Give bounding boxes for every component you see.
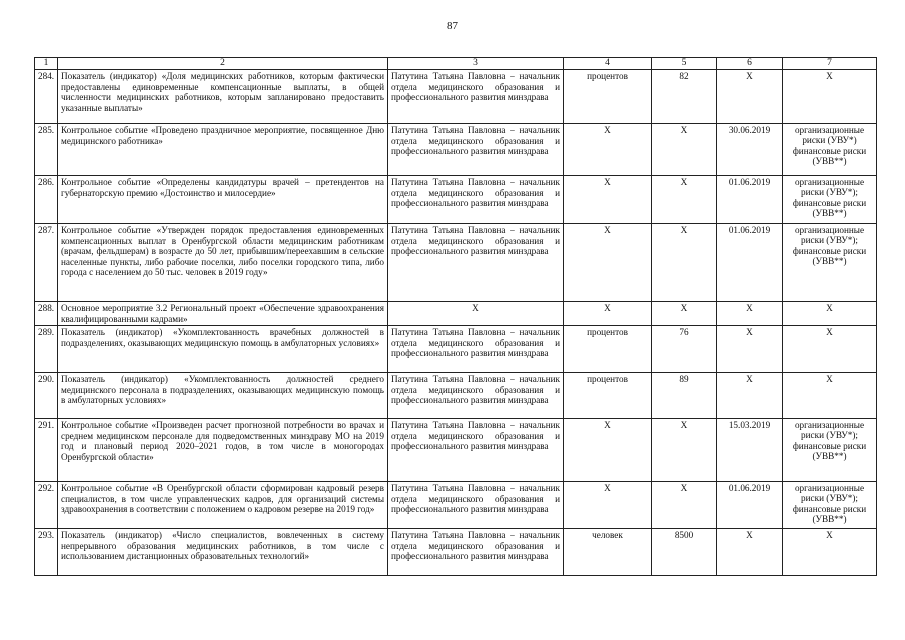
row-value: 89 <box>652 373 717 419</box>
row-description: Контрольное событие «Проведено праздничное мероприятие, посвященное Дню медицинского работника» <box>58 124 388 176</box>
row-date: 01.06.2019 <box>717 224 783 302</box>
row-value: X <box>652 224 717 302</box>
row-number: 285. <box>35 124 58 176</box>
row-number: 286. <box>35 176 58 224</box>
row-risks <box>783 326 877 373</box>
table-row <box>35 373 877 419</box>
row-unit: X <box>564 224 652 302</box>
row-number: 291. <box>35 419 58 482</box>
row-responsible: Патутина Татьяна Павловна – начальник отдела медицинского образования и профессионального развития минздрава <box>388 419 564 482</box>
row-value: X <box>652 419 717 482</box>
row-responsible: Патутина Татьяна Павловна – начальник отдела медицинского образования и профессионального развития минздрава <box>388 124 564 176</box>
header-cell: 1 <box>35 58 58 70</box>
row-responsible: Патутина Татьяна Павловна – начальник отдела медицинского образования и профессионального развития минздрава <box>388 529 564 576</box>
row-description: Контрольное событие «Определены кандидатуры врачей – претендентов на губернаторскую премию «Достоинство и милосердие» <box>58 176 388 224</box>
row-unit: X <box>564 176 652 224</box>
row-date: X <box>717 70 783 124</box>
risk-line: риски (УВУ*); <box>801 187 858 198</box>
row-date: 30.06.2019 <box>717 124 783 176</box>
header-cell: 5 <box>652 58 717 70</box>
row-risks <box>783 373 877 419</box>
row-unit: процентов <box>564 373 652 419</box>
risk-line: риски (УВУ*); <box>801 235 858 246</box>
row-risks <box>783 482 877 529</box>
row-responsible: Патутина Татьяна Павловна – начальник отдела медицинского образования и профессионального развития минздрава <box>388 70 564 124</box>
row-responsible: Патутина Татьяна Павловна – начальник отдела медицинского образования и профессионального развития минздрава <box>388 373 564 419</box>
header-cell: 7 <box>783 58 877 70</box>
risk-line: финансовые риски <box>792 245 867 256</box>
row-value: X <box>652 482 717 529</box>
header-row <box>35 58 877 70</box>
risk-line: X <box>826 327 833 337</box>
table-row <box>35 482 877 529</box>
row-responsible: Патутина Татьяна Павловна – начальник отдела медицинского образования и профессионального развития минздрава <box>388 224 564 302</box>
risk-line: (УВВ**) <box>812 156 847 167</box>
row-description: Показатель (индикатор) «Укомплектованность должностей среднего медицинского персонала в подразделениях, оказывающих медицинскую помощь в амбулаторных условиях» <box>58 373 388 419</box>
row-risks <box>783 224 877 302</box>
row-risks <box>783 302 877 326</box>
risk-line: организационные <box>794 225 865 235</box>
row-unit: процентов <box>564 326 652 373</box>
row-date: X <box>717 529 783 576</box>
row-description: Показатель (индикатор) «Число специалистов, вовлеченных в систему непрерывного образования медицинских работников, в том числе с использованием дистанционных образовательных технологий» <box>58 529 388 576</box>
header-cell: 6 <box>717 58 783 70</box>
row-value: 82 <box>652 70 717 124</box>
risk-line: организационные <box>794 177 865 187</box>
risk-line: X <box>826 303 833 313</box>
table-row <box>35 124 877 176</box>
row-unit: человек <box>564 529 652 576</box>
row-number: 289. <box>35 326 58 373</box>
row-date: X <box>717 302 783 326</box>
row-responsible: Патутина Татьяна Павловна – начальник отдела медицинского образования и профессионального развития минздрава <box>388 326 564 373</box>
row-risks <box>783 124 877 176</box>
row-date: 01.06.2019 <box>717 176 783 224</box>
table-row <box>35 70 877 124</box>
table-row <box>35 529 877 576</box>
risk-line: X <box>826 71 833 81</box>
row-unit: X <box>564 482 652 529</box>
row-description: Контрольное событие «Утвержден порядок предоставления единовременных компенсационных выплат в Оренбургской области медицинским работникам (врачам, фельдшерам) в возрасте до 50 лет, прибывшим/переехавшим в сельские населенные пункты, либо рабочие поселки, либо поселки городского типа, либо города с населением до 50 тыс. человек в 2019 году» <box>58 224 388 302</box>
row-value: X <box>652 176 717 224</box>
row-value: X <box>652 302 717 326</box>
table-row <box>35 176 877 224</box>
row-value: 76 <box>652 326 717 373</box>
row-unit: X <box>564 124 652 176</box>
row-risks <box>783 529 877 576</box>
row-risks <box>783 176 877 224</box>
risk-line: финансовые риски <box>792 503 867 514</box>
table-row <box>35 419 877 482</box>
table-row <box>35 224 877 302</box>
risk-line: риски (УВУ*) <box>802 135 857 146</box>
row-description: Контрольное событие «В Оренбургской области сформирован кадровый резерв специалистов, в том числе управленческих кадров, для организаций системы здравоохранения в соответствии с положением о кадровом резерве на 2019 год» <box>58 482 388 529</box>
row-description: Контрольное событие «Произведен расчет прогнозной потребности во врачах и среднем медицинском персонале для подведомственных минздраву МО на 2019 год и плановый период 2020–2021 годов, в том числе в моногородах Оренбургской области» <box>58 419 388 482</box>
row-responsible: Патутина Татьяна Павловна – начальник отдела медицинского образования и профессионального развития минздрава <box>388 482 564 529</box>
row-number: 287. <box>35 224 58 302</box>
row-date: X <box>717 326 783 373</box>
row-risks <box>783 419 877 482</box>
row-date: X <box>717 373 783 419</box>
risk-line: (УВВ**) <box>812 208 847 219</box>
risk-line: риски (УВУ*); <box>801 493 858 504</box>
risk-line: организационные <box>794 125 865 135</box>
row-responsible: X <box>388 302 564 326</box>
row-number: 290. <box>35 373 58 419</box>
risk-line: X <box>826 374 833 384</box>
risk-line: (УВВ**) <box>812 451 847 462</box>
row-value: X <box>652 124 717 176</box>
row-date: 01.06.2019 <box>717 482 783 529</box>
row-number: 293. <box>35 529 58 576</box>
risk-line: финансовые риски <box>792 145 867 156</box>
row-number: 292. <box>35 482 58 529</box>
row-description: Основное мероприятие 3.2 Региональный проект «Обеспечение здравоохранения квалифицированными кадрами» <box>58 302 388 326</box>
risk-line: финансовые риски <box>792 440 867 451</box>
header-cell: 4 <box>564 58 652 70</box>
row-description: Показатель (индикатор) «Укомплектованность врачебных должностей в подразделениях, оказывающих медицинскую помощь в амбулаторных условиях» <box>58 326 388 373</box>
risk-line: финансовые риски <box>792 197 867 208</box>
risk-line: X <box>826 530 833 540</box>
risk-line: (УВВ**) <box>812 514 847 525</box>
row-number: 284. <box>35 70 58 124</box>
risk-line: (УВВ**) <box>812 256 847 267</box>
plan-table <box>34 57 877 576</box>
row-description: Показатель (индикатор) «Доля медицинских работников, которым фактически предоставлены единовременные компенсационные выплаты, в общей численности медицинских работников, которым запланировано предоставить указанные выплаты» <box>58 70 388 124</box>
row-number: 288. <box>35 302 58 326</box>
row-value: 8500 <box>652 529 717 576</box>
header-cell: 3 <box>388 58 564 70</box>
risk-line: риски (УВУ*); <box>801 430 858 441</box>
risk-line: организационные <box>794 483 865 493</box>
row-responsible: Патутина Татьяна Павловна – начальник отдела медицинского образования и профессионального развития минздрава <box>388 176 564 224</box>
row-risks <box>783 70 877 124</box>
row-unit: X <box>564 419 652 482</box>
row-unit: процентов <box>564 70 652 124</box>
row-unit: X <box>564 302 652 326</box>
page-number: 87 <box>447 20 458 32</box>
table-row <box>35 326 877 373</box>
table-row <box>35 302 877 326</box>
risk-line: организационные <box>794 420 865 430</box>
header-cell: 2 <box>58 58 388 70</box>
row-date: 15.03.2019 <box>717 419 783 482</box>
